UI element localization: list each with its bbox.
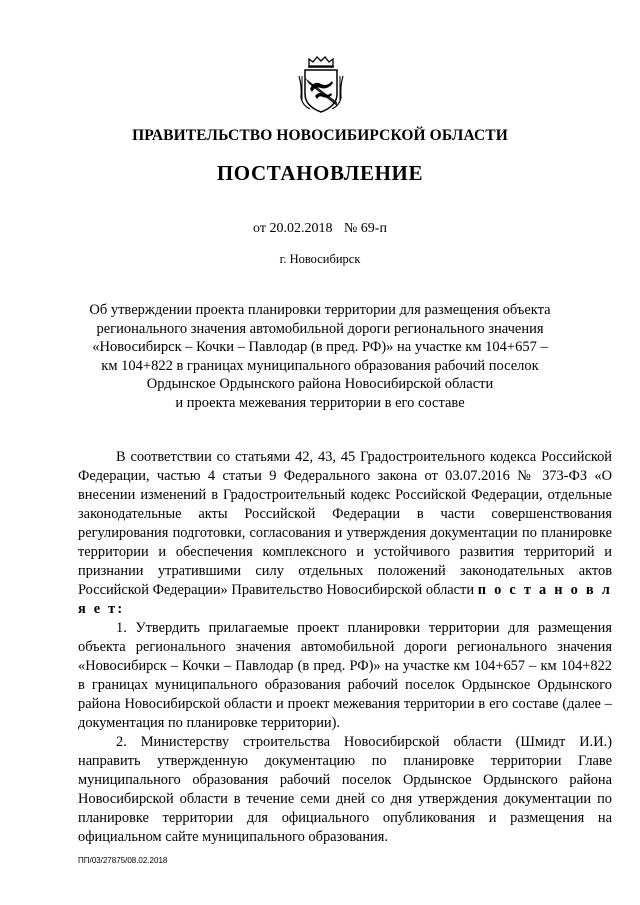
document-title bbox=[80, 301, 560, 412]
title-line: км 104+822 в границах муниципального образования рабочий поселок bbox=[101, 357, 539, 374]
novosibirsk-coat-of-arms-icon bbox=[296, 56, 346, 114]
document-number: № 69-п bbox=[343, 221, 387, 236]
organization-name: ПРАВИТЕЛЬСТВО НОВОСИБИРСКОЙ ОБЛАСТИ bbox=[132, 127, 508, 144]
resolves-keyword: п о с т а н о в л я е т: bbox=[78, 582, 612, 617]
title-line: и проекта межевания территории в его составе bbox=[175, 394, 465, 411]
title-line: регионального значения автомобильной дороги регионального значения bbox=[96, 320, 544, 337]
preamble-paragraph bbox=[78, 448, 612, 619]
title-line: Ордынское Ордынского района Новосибирской области bbox=[146, 376, 494, 392]
title-line: «Новосибирск – Кочки – Павлодар (в пред. РФ)» на участке км 104+657 – bbox=[92, 339, 548, 355]
document-reference: ПП/03/27875/08.02.2018 bbox=[78, 856, 168, 865]
city-name: г. Новосибирск bbox=[279, 252, 361, 266]
date-number-line bbox=[0, 221, 640, 237]
document-type: ПОСТАНОВЛЕНИЕ bbox=[216, 161, 424, 185]
preamble-text: В соответствии со статьями 42, 43, 45 Градостроительного кодекса Российской Федерации, частью 4 статьи 9 Федерального закона от 03.07.2016 № 373-ФЗ «О внесении изменений в Градостроительный кодекс Российской Федерации, отдельные законодательные акты Российской Федерации в части совершенствования регулирования подготовки, согласования и утверждения документации по планировке территории и обеспечения комплексного и устойчивого развития территорий и признании утратившими силу отдельных положений законодательных актов Российской Федерации» Правительство Новосибирской области bbox=[78, 449, 612, 598]
item-1-paragraph: 1. Утвердить прилагаемые проект планировки территории для размещения объекта регионального значения автомобильной дороги регионального значения «Новосибирск – Кочки – Павлодар (в пред. РФ)» на участке км 104+657 – км 104+822 в границах муниципального образования рабочий поселок Ордынское Ордынского района Новосибирской области и проект межевания территории в его составе (далее – документация по планировке территории). bbox=[78, 620, 612, 731]
title-line: Об утверждении проекта планировки территории для размещения объекта bbox=[89, 302, 551, 318]
document-body bbox=[78, 448, 612, 847]
document-date: от 20.02.2018 bbox=[253, 221, 333, 236]
item-2-paragraph: 2. Министерству строительства Новосибирской области (Шмидт И.И.) направить утвержденную документацию по планировке территории Главе муниципального образования рабочий поселок Ордынское Ордынского района Новосибирской области в течение семи дней со дня утверждения документации по планировке территории для официального опубликования и размещения на официальном сайте муниципального образования. bbox=[78, 734, 612, 845]
